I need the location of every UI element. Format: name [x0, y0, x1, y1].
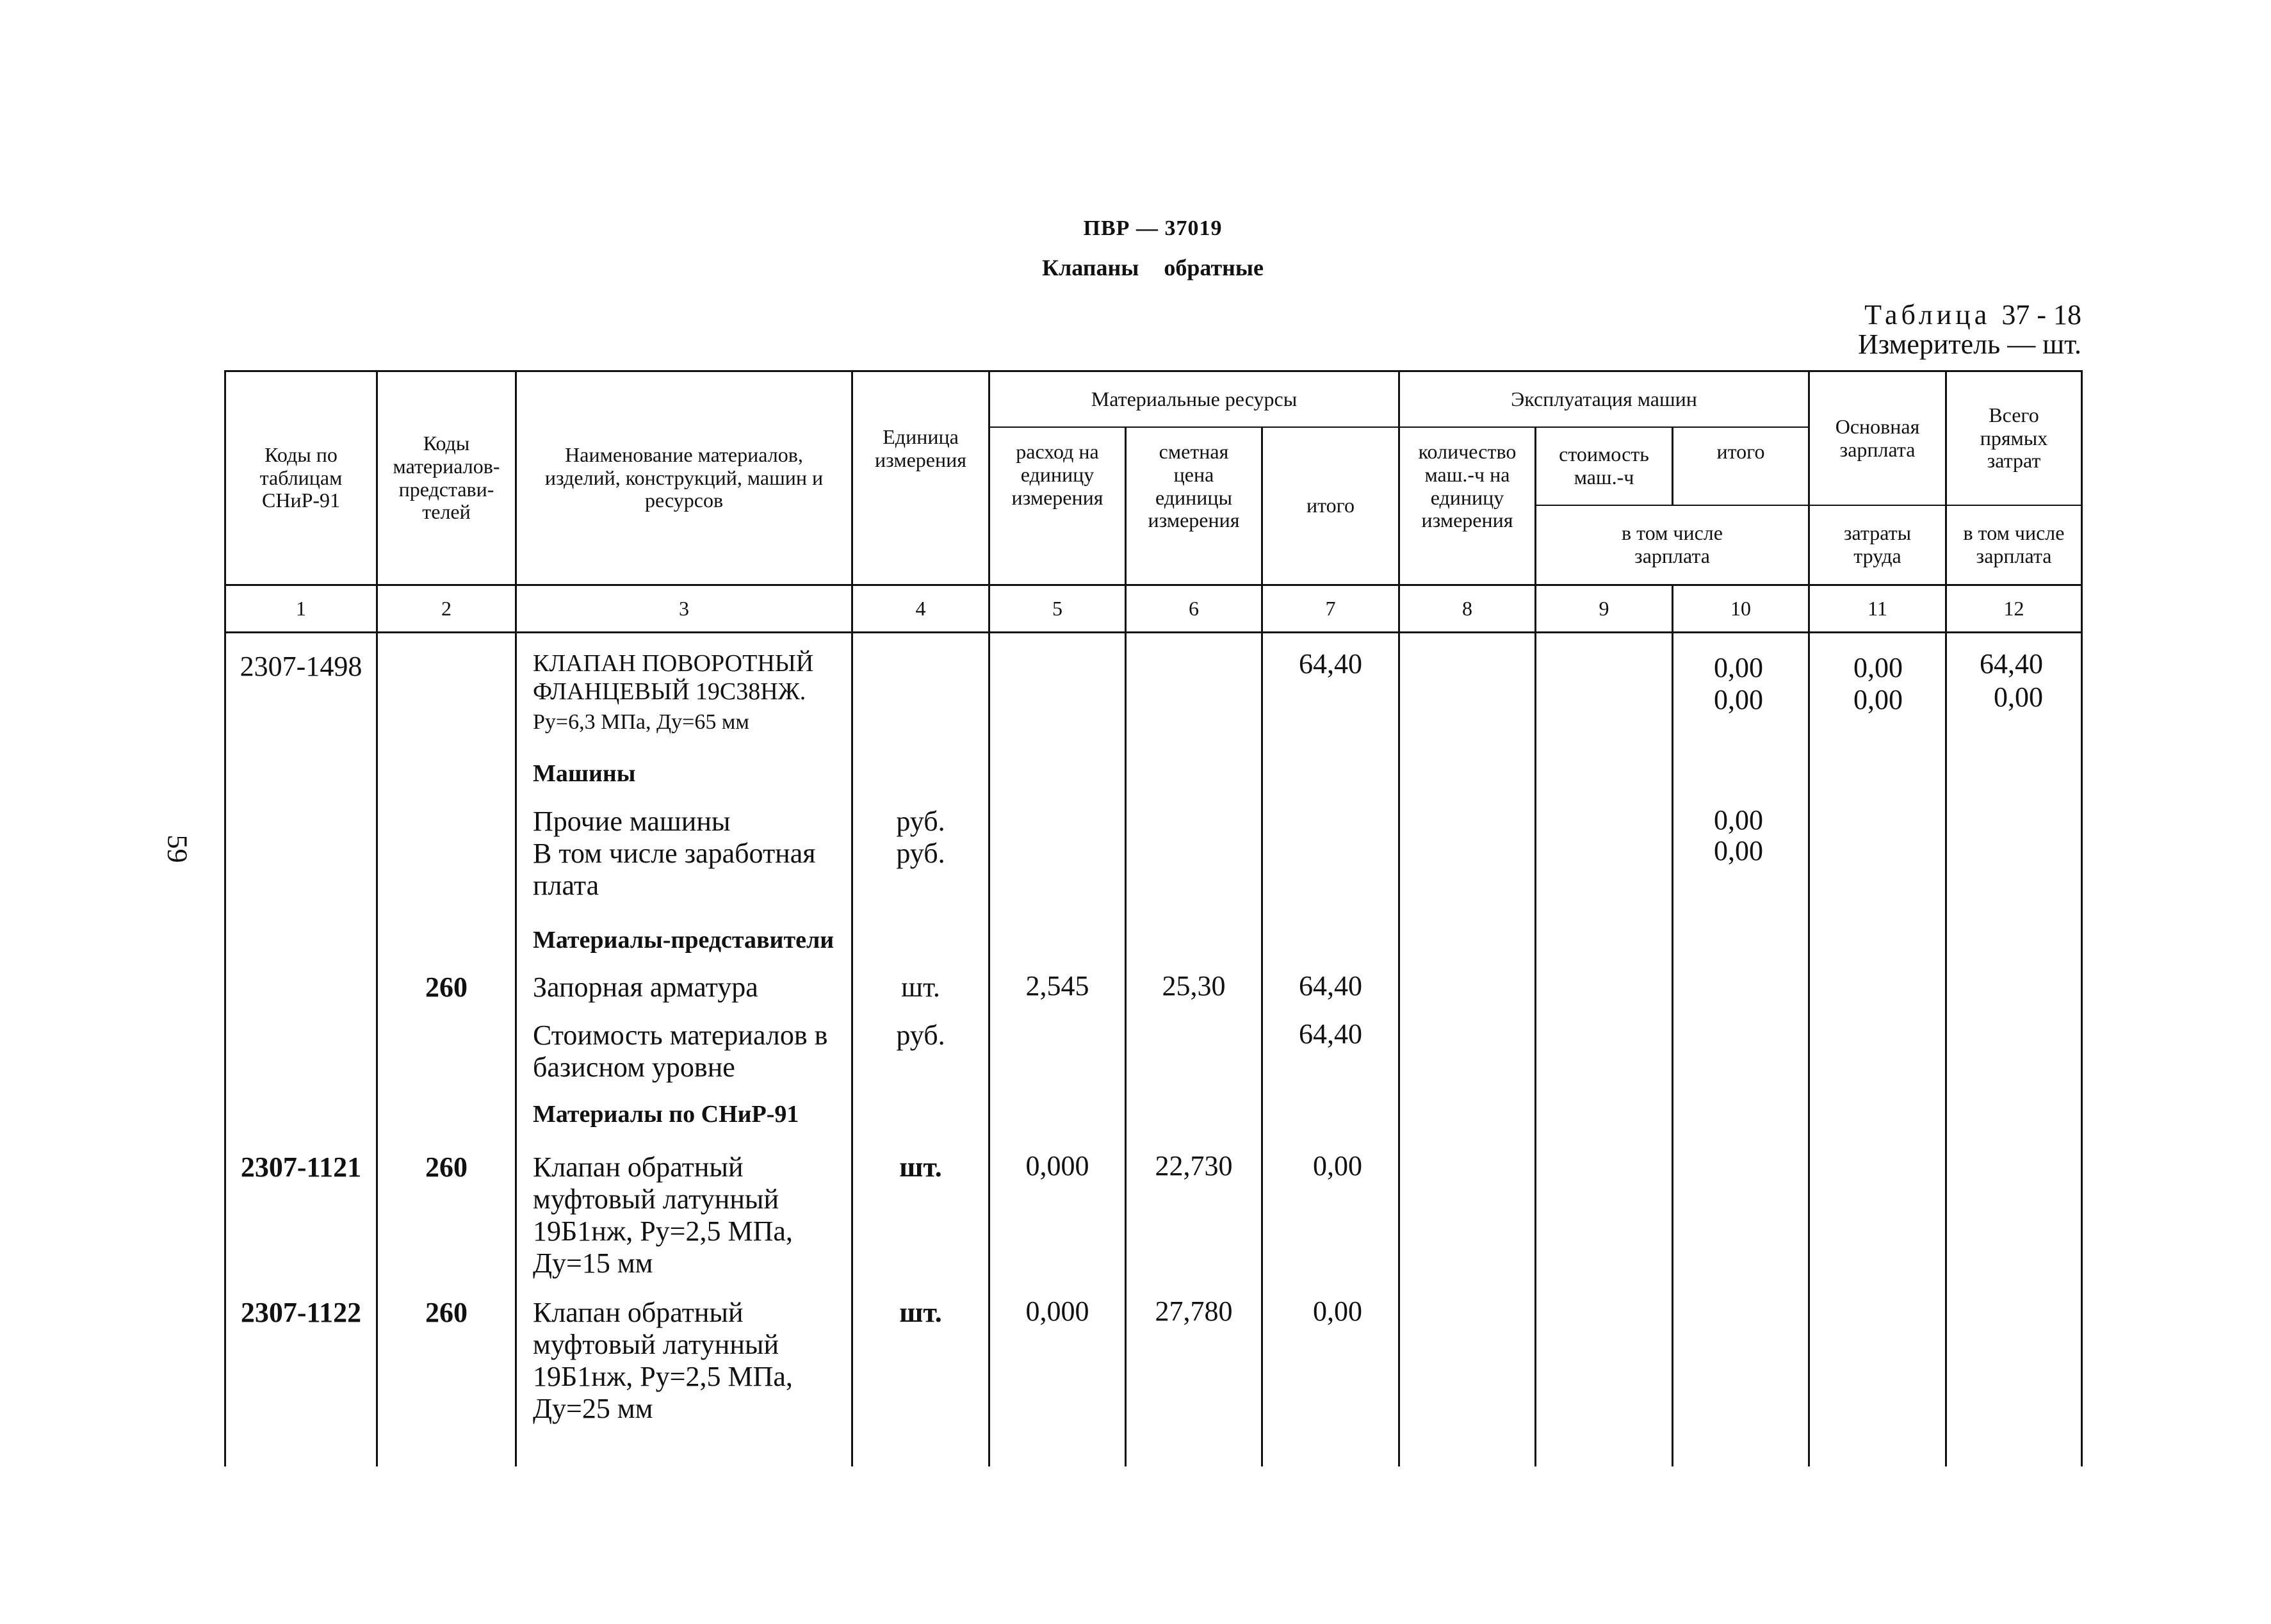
valve-15-code: 2307-1121	[240, 1151, 362, 1183]
col-header-machine-hour-cost: стоимость маш.-ч	[1559, 443, 1649, 489]
main-labor-costs: 0,00	[1853, 684, 1903, 715]
col-header-unit: Единица измерения	[875, 425, 966, 471]
col-number-11: 11	[1868, 596, 1887, 620]
table-number-value: 37 - 18	[2001, 299, 2081, 330]
col-number-7: 7	[1325, 596, 1336, 620]
valve-15-consumption: 0,000	[1025, 1150, 1089, 1181]
col-header-labor-costs: затраты труда	[1843, 521, 1912, 567]
valve-15-material-code: 260	[425, 1151, 468, 1183]
col-header-basic-wages: Основная зарплата	[1835, 414, 1920, 461]
section-machines: Машины	[533, 760, 636, 787]
section-snir-materials: Материалы по СНиР-91	[533, 1101, 799, 1128]
table-number	[1864, 298, 2081, 331]
valve-15-name: Клапан обратный муфтовый латунный 19Б1нж, Pу=2,5 МПа, Ду=15 мм	[533, 1151, 793, 1279]
other-machines-name: Прочие машины	[533, 806, 731, 837]
col-header-unit-price: сметная цена единицы измерения	[1148, 440, 1240, 532]
col-header-name: Наименование материалов, изделий, конструкций, машин и ресурсов	[544, 443, 824, 512]
col-header-total-direct-costs: Всего прямых затрат	[1980, 403, 2048, 473]
col-header-codes-snir: Коды по таблицам СНиР-91	[259, 443, 343, 512]
group-header-machine-operation: Эксплуатация машин	[1511, 387, 1697, 410]
incl-wages-unit: руб.	[896, 838, 945, 869]
document-title: Клапаны обратные	[1041, 255, 1264, 280]
shutoff-valves-unit: шт.	[901, 971, 940, 1003]
main-machines-total: 0,00	[1714, 652, 1763, 683]
col-header-materials-total: итого	[1306, 494, 1355, 517]
col-number-10: 10	[1730, 596, 1751, 620]
main-code: 2307-1498	[240, 651, 362, 682]
valve-25-material-code: 260	[425, 1297, 468, 1328]
valve-25-price: 27,780	[1155, 1295, 1233, 1327]
col-number-4: 4	[915, 596, 926, 620]
col-number-2: 2	[441, 596, 452, 620]
col-header-machines-total: итого	[1716, 440, 1765, 463]
main-machines-wages: 0,00	[1714, 684, 1763, 715]
col-number-6: 6	[1189, 596, 1199, 620]
section-representative-materials: Материалы-представители	[533, 927, 834, 954]
table-label: Таблица	[1864, 299, 1991, 330]
col-header-machines-wages: в том числе зарплата	[1622, 521, 1723, 567]
material-cost-unit: руб.	[896, 1019, 945, 1051]
main-total-wages: 0,00	[1994, 681, 2043, 713]
shutoff-valves-total: 64,40	[1299, 970, 1362, 1002]
valve-15-unit: шт.	[899, 1151, 942, 1183]
other-machines-total: 0,00	[1714, 804, 1763, 836]
hline-numbers-bottom	[224, 631, 2083, 633]
vline-9b	[1672, 584, 1673, 1466]
main-total-direct: 64,40	[1980, 648, 2043, 679]
col-header-codes-materials: Коды материалов-представи-телей	[393, 431, 500, 524]
other-machines-unit: руб.	[896, 806, 945, 837]
vline-12	[2081, 370, 2083, 1466]
main-name: КЛАПАН ПОВОРОТНЫЙ ФЛАНЦЕВЫЙ 19С38НЖ.	[533, 650, 814, 705]
col-number-1: 1	[296, 596, 306, 620]
shutoff-valves-consumption: 2,545	[1025, 970, 1089, 1002]
col-number-9: 9	[1599, 596, 1609, 620]
main-basic-wages: 0,00	[1853, 652, 1903, 683]
col-header-total-wages: в том числе зарплата	[1963, 521, 2065, 567]
col-header-machine-hours: количество маш.-ч на единицу измерения	[1418, 440, 1517, 532]
measure-unit: Измеритель — шт.	[1857, 329, 2081, 360]
col-number-8: 8	[1462, 596, 1472, 620]
col-number-12: 12	[2003, 596, 2024, 620]
shutoff-valves-name: Запорная арматура	[533, 971, 758, 1003]
col-header-consumption: расход на единицу измерения	[1011, 440, 1103, 509]
shutoff-valves-price: 25,30	[1162, 970, 1226, 1002]
valve-15-total: 0,00	[1313, 1150, 1362, 1181]
material-cost-total: 64,40	[1299, 1018, 1362, 1050]
valve-25-total: 0,00	[1313, 1295, 1362, 1327]
col-number-5: 5	[1052, 596, 1062, 620]
main-materials-total: 64,40	[1299, 648, 1362, 679]
main-params: Pу=6,3 МПа, Ду=65 мм	[533, 710, 749, 734]
material-cost-name: Стоимость материалов в базисном уровне	[533, 1019, 828, 1083]
incl-wages-total: 0,00	[1714, 835, 1763, 866]
incl-wages-name: В том числе заработная плата	[533, 838, 816, 901]
document-code: ПВР — 37019	[1083, 216, 1223, 240]
group-header-material-resources: Материальные ресурсы	[1091, 387, 1298, 410]
col-number-3: 3	[679, 596, 689, 620]
valve-15-price: 22,730	[1155, 1150, 1233, 1181]
shutoff-valves-code: 260	[425, 971, 468, 1003]
valve-25-unit: шт.	[899, 1297, 942, 1328]
page-number: 59	[161, 834, 193, 863]
valve-25-code: 2307-1122	[240, 1297, 362, 1328]
valve-25-name: Клапан обратный муфтовый латунный 19Б1нж, Pу=2,5 МПа, Ду=25 мм	[533, 1297, 793, 1424]
valve-25-consumption: 0,000	[1025, 1295, 1089, 1327]
